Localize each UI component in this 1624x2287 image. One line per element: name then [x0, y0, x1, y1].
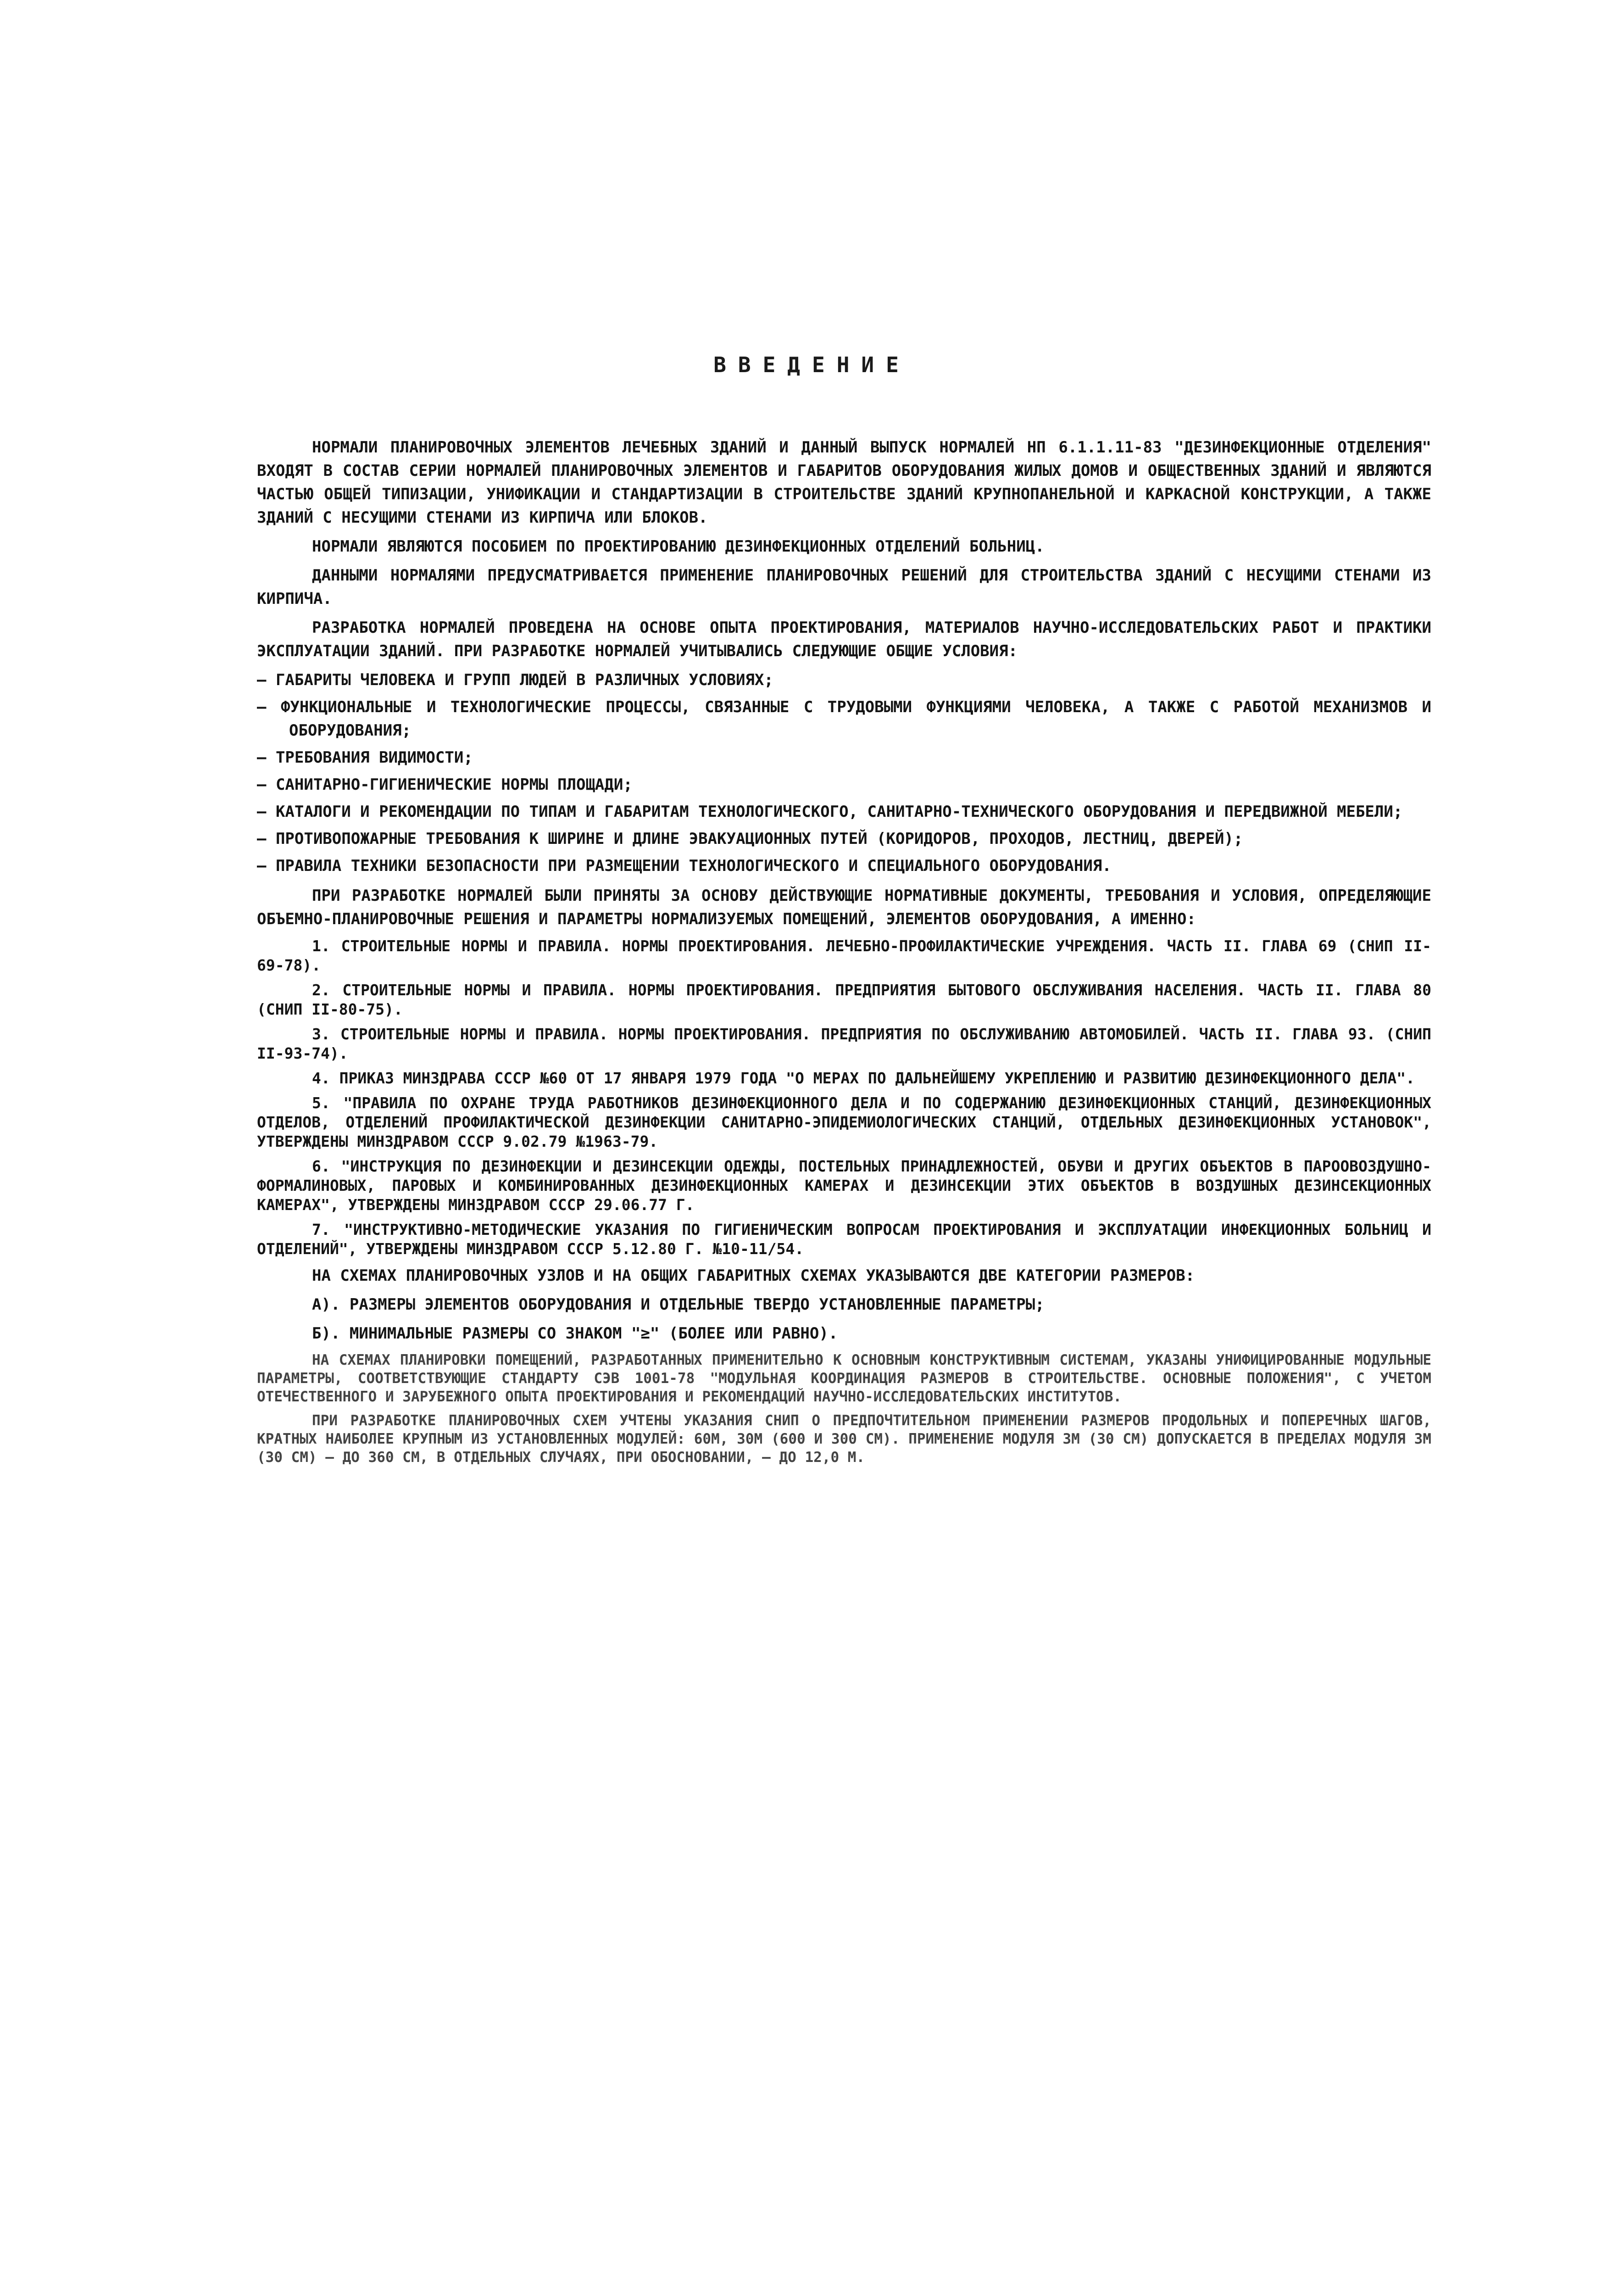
list-item: – КАТАЛОГИ И РЕКОМЕНДАЦИИ ПО ТИПАМ И ГАБАРИТАМ ТЕХНОЛОГИЧЕСКОГО, САНИТАРНО-ТЕХНИЧЕСКОГО ОБОРУДОВАНИЯ И ПЕРЕДВИЖНОЙ МЕБЕЛИ;: [257, 803, 1403, 821]
paragraph: РАЗРАБОТКА НОРМАЛЕЙ ПРОВЕДЕНА НА ОСНОВЕ ОПЫТА ПРОЕКТИРОВАНИЯ, МАТЕРИАЛОВ НАУЧНО-ИССЛЕДОВАТЕЛЬСКИХ РАБОТ И ПРАКТИКИ ЭКСПЛУАТАЦИИ ЗДАНИЙ. ПРИ РАЗРАБОТКЕ НОРМАЛЕЙ УЧИТЫВАЛИСЬ СЛЕДУЮЩИЕ ОБЩИЕ УСЛОВИЯ:: [257, 619, 1431, 660]
closing-section: [257, 1351, 1431, 1467]
list-item: 7. "ИНСТРУКТИВНО-МЕТОДИЧЕСКИЕ УКАЗАНИЯ ПО ГИГИЕНИЧЕСКИМ ВОПРОСАМ ПРОЕКТИРОВАНИЯ И ЭКСПЛУАТАЦИИ ИНФЕКЦИОННЫХ БОЛЬНИЦ И ОТДЕЛЕНИЙ", УТВЕРЖДЕНЫ МИНЗДРАВОМ СССР 5.12.80 Г. №10-11/54.: [257, 1221, 1431, 1258]
list-item: – ПРОТИВОПОЖАРНЫЕ ТРЕБОВАНИЯ К ШИРИНЕ И ДЛИНЕ ЭВАКУАЦИОННЫХ ПУТЕЙ (КОРИДОРОВ, ПРОХОДОВ, ЛЕСТНИЦ, ДВЕРЕЙ);: [257, 830, 1243, 848]
list-item: 3. СТРОИТЕЛЬНЫЕ НОРМЫ И ПРАВИЛА. НОРМЫ ПРОЕКТИРОВАНИЯ. ПРЕДПРИЯТИЯ ПО ОБСЛУЖИВАНИЮ АВТОМОБИЛЕЙ. ЧАСТЬ II. ГЛАВА 93. (СНИП II-93-74).: [257, 1025, 1431, 1062]
paragraph: ПРИ РАЗРАБОТКЕ НОРМАЛЕЙ БЫЛИ ПРИНЯТЫ ЗА ОСНОВУ ДЕЙСТВУЮЩИЕ НОРМАТИВНЫЕ ДОКУМЕНТЫ, ТРЕБОВАНИЯ И УСЛОВИЯ, ОПРЕДЕЛЯЮЩИЕ ОБЪЕМНО-ПЛАНИРОВОЧНЫЕ РЕШЕНИЯ И ПАРАМЕТРЫ НОРМАЛИЗУЕМЫХ ПОМЕЩЕНИЙ, ЭЛЕМЕНТОВ ОБОРУДОВАНИЯ, А ИМЕННО:: [257, 887, 1431, 928]
list-item: – ТРЕБОВАНИЯ ВИДИМОСТИ;: [257, 748, 473, 767]
page-title: ВВЕДЕНИЕ: [713, 352, 911, 377]
paragraph: НОРМАЛИ ПЛАНИРОВОЧНЫХ ЭЛЕМЕНТОВ ЛЕЧЕБНЫХ ЗДАНИЙ И ДАННЫЙ ВЫПУСК НОРМАЛЕЙ НП 6.1.1.11-83 "ДЕЗИНФЕКЦИОННЫЕ ОТДЕЛЕНИЯ" ВХОДЯТ В СОСТАВ СЕРИИ НОРМАЛЕЙ ПЛАНИРОВОЧНЫХ ЭЛЕМЕНТОВ И ГАБАРИТОВ ОБОРУДОВАНИЯ ЖИЛЫХ ДОМОВ И ОБЩЕСТВЕННЫХ ЗДАНИЙ И ЯВЛЯЮТСЯ ЧАСТЬЮ ОБЩЕЙ ТИПИЗАЦИИ, УНИФИКАЦИИ И СТАНДАРТИЗАЦИИ В СТРОИТЕЛЬСТВЕ ЗДАНИЙ КРУПНОПАНЕЛЬНОЙ И КАРКАСНОЙ КОНСТРУКЦИИ, А ТАКЖЕ ЗДАНИЙ С НЕСУЩИМИ СТЕНАМИ ИЗ КИРПИЧА ИЛИ БЛОКОВ.: [257, 438, 1431, 527]
document-body: [257, 436, 1431, 1472]
list-item: – ФУНКЦИОНАЛЬНЫЕ И ТЕХНОЛОГИЧЕСКИЕ ПРОЦЕССЫ, СВЯЗАННЫЕ С ТРУДОВЫМИ ФУНКЦИЯМИ ЧЕЛОВЕКА, А ТАКЖЕ С РАБОТОЙ МЕХАНИЗМОВ И ОБОРУДОВАНИЯ;: [257, 698, 1431, 740]
paragraph: НОРМАЛИ ЯВЛЯЮТСЯ ПОСОБИЕМ ПО ПРОЕКТИРОВАНИЮ ДЕЗИНФЕКЦИОННЫХ ОТДЕЛЕНИЙ БОЛЬНИЦ.: [312, 537, 1045, 556]
list-item: 6. "ИНСТРУКЦИЯ ПО ДЕЗИНФЕКЦИИ И ДЕЗИНСЕКЦИИ ОДЕЖДЫ, ПОСТЕЛЬНЫХ ПРИНАДЛЕЖНОСТЕЙ, ОБУВИ И ДРУГИХ ОБЪЕКТОВ В ПАРООВОЗДУШНО-ФОРМАЛИНОВЫХ, ПАРОВЫХ И КОМБИНИРОВАННЫХ ДЕЗИНФЕКЦИОННЫХ КАМЕРАХ И ДЕЗИНСЕКЦИИ ЭТИХ ОБЪЕКТОВ В ВОЗДУШНЫХ ДЕЗИНСЕКЦИОННЫХ КАМЕРАХ", УТВЕРЖДЕНЫ МИНЗДРАВОМ СССР 29.06.77 Г.: [257, 1157, 1431, 1214]
documents-list: [257, 937, 1431, 1259]
list-item: – САНИТАРНО-ГИГИЕНИЧЕСКИЕ НОРМЫ ПЛОЩАДИ;: [257, 775, 633, 794]
list-item: – ГАБАРИТЫ ЧЕЛОВЕКА И ГРУПП ЛЮДЕЙ В РАЗЛИЧНЫХ УСЛОВИЯХ;: [257, 671, 773, 689]
list-item: – ПРАВИЛА ТЕХНИКИ БЕЗОПАСНОСТИ ПРИ РАЗМЕЩЕНИИ ТЕХНОЛОГИЧЕСКОГО И СПЕЦИАЛЬНОГО ОБОРУДОВАНИЯ.: [257, 857, 1112, 875]
paragraph: ПРИ РАЗРАБОТКЕ ПЛАНИРОВОЧНЫХ СХЕМ УЧТЕНЫ УКАЗАНИЯ СНИП О ПРЕДПОЧТИТЕЛЬНОМ ПРИМЕНЕНИИ РАЗМЕРОВ ПРОДОЛЬНЫХ И ПОПЕРЕЧНЫХ ШАГОВ, КРАТНЫХ НАИБОЛЕЕ КРУПНЫМ ИЗ УСТАНОВЛЕННЫХ МОДУЛЕЙ: 60М, 30М (600 И 300 СМ). ПРИМЕНЕНИЕ МОДУЛЯ 3М (30 СМ) ДОПУСКАЕТСЯ В ПРЕДЕЛАХ МОДУЛЯ 3М (30 СМ) – ДО 360 СМ, В ОТДЕЛЬНЫХ СЛУЧАЯХ, ПРИ ОБОСНОВАНИИ, – ДО 12,0 М.: [257, 1412, 1431, 1466]
list-item: А). РАЗМЕРЫ ЭЛЕМЕНТОВ ОБОРУДОВАНИЯ И ОТДЕЛЬНЫЕ ТВЕРДО УСТАНОВЛЕННЫЕ ПАРАМЕТРЫ;: [312, 1295, 1045, 1314]
conditions-list: [257, 669, 1431, 878]
paragraph: НА СХЕМАХ ПЛАНИРОВКИ ПОМЕЩЕНИЙ, РАЗРАБОТАННЫХ ПРИМЕНИТЕЛЬНО К ОСНОВНЫМ КОНСТРУКТИВНЫМ СИСТЕМАМ, УКАЗАНЫ УНИФИЦИРОВАННЫЕ МОДУЛЬНЫЕ ПАРАМЕТРЫ, СООТВЕТСТВУЮЩИЕ СТАНДАРТУ СЭВ 1001-78 "МОДУЛЬНАЯ КООРДИНАЦИЯ РАЗМЕРОВ В СТРОИТЕЛЬСТВЕ. ОСНОВНЫЕ ПОЛОЖЕНИЯ", С УЧЕТОМ ОТЕЧЕСТВЕННОГО И ЗАРУБЕЖНОГО ОПЫТА ПРОЕКТИРОВАНИЯ И РЕКОМЕНДАЦИЙ НАУЧНО-ИССЛЕДОВАТЕЛЬСКИХ ИНСТИТУТОВ.: [257, 1352, 1431, 1405]
list-item: 5. "ПРАВИЛА ПО ОХРАНЕ ТРУДА РАБОТНИКОВ ДЕЗИНФЕКЦИОННОГО ДЕЛА И ПО СОДЕРЖАНИЮ ДЕЗИНФЕКЦИОННЫХ СТАНЦИЙ, ДЕЗИНФЕКЦИОННЫХ ОТДЕЛОВ, ОТДЕЛЕНИЙ ПРОФИЛАКТИЧЕСКОЙ ДЕЗИНФЕКЦИИ САНИТАРНО-ЭПИДЕМИОЛОГИЧЕСКИХ СТАНЦИЙ, ОТДЕЛЬНЫХ ДЕЗИНФЕКЦИОННЫХ УСТАНОВОК", УТВЕРЖДЕНЫ МИНЗДРАВОМ СССР 9.02.79 №1963-79.: [257, 1094, 1431, 1150]
list-item: 1. СТРОИТЕЛЬНЫЕ НОРМЫ И ПРАВИЛА. НОРМЫ ПРОЕКТИРОВАНИЯ. ЛЕЧЕБНО-ПРОФИЛАКТИЧЕСКИЕ УЧРЕЖДЕНИЯ. ЧАСТЬ II. ГЛАВА 69 (СНИП II-69-78).: [257, 937, 1431, 974]
list-item: Б). МИНИМАЛЬНЫЕ РАЗМЕРЫ СО ЗНАКОМ "≥" (БОЛЕЕ ИЛИ РАВНО).: [312, 1324, 838, 1343]
paragraph: НА СХЕМАХ ПЛАНИРОВОЧНЫХ УЗЛОВ И НА ОБЩИХ ГАБАРИТНЫХ СХЕМАХ УКАЗЫВАЮТСЯ ДВЕ КАТЕГОРИИ РАЗМЕРОВ:: [312, 1266, 1195, 1285]
list-item: 4. ПРИКАЗ МИНЗДРАВА СССР №60 ОТ 17 ЯНВАРЯ 1979 ГОДА "О МЕРАХ ПО ДАЛЬНЕЙШЕМУ УКРЕПЛЕНИЮ И РАЗВИТИЮ ДЕЗИНФЕКЦИОННОГО ДЕЛА".: [312, 1069, 1415, 1087]
paragraph: ДАННЫМИ НОРМАЛЯМИ ПРЕДУСМАТРИВАЕТСЯ ПРИМЕНЕНИЕ ПЛАНИРОВОЧНЫХ РЕШЕНИЙ ДЛЯ СТРОИТЕЛЬСТВА ЗДАНИЙ С НЕСУЩИМИ СТЕНАМИ ИЗ КИРПИЧА.: [257, 566, 1431, 608]
list-item: 2. СТРОИТЕЛЬНЫЕ НОРМЫ И ПРАВИЛА. НОРМЫ ПРОЕКТИРОВАНИЯ. ПРЕДПРИЯТИЯ БЫТОВОГО ОБСЛУЖИВАНИЯ НАСЕЛЕНИЯ. ЧАСТЬ II. ГЛАВА 80 (СНИП II-80-75).: [257, 981, 1431, 1018]
